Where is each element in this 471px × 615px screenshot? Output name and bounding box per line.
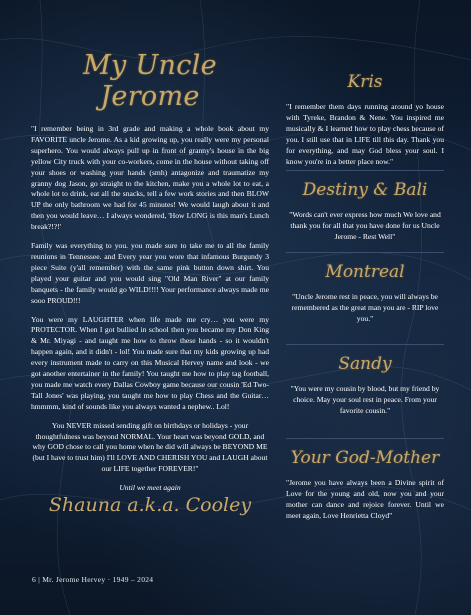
condolence-block (286, 448, 444, 522)
section-divider (286, 344, 444, 345)
tribute-paragraph-2: Family was everything to you. you made sure to take me to all the family reunions in Tennessee. and Every year you wore that infamous Burgundy 3 piece Suite (y'all remember) with the same pink button down shirt. You played your guitar and you would sing "Old Man River" at our family banquets - the family would go WILD!!!! Your performance always made me sooo PROUD!!! (31, 241, 269, 305)
section-divider (286, 170, 444, 171)
section-divider (286, 252, 444, 253)
tribute-paragraph-3: You were my LAUGHTER when life made me cry… you were my PROTECTOR. When I got bullied in school then you became my Don King & Mr. Miyagi - and taught me how to throw these hands - so it wouldn't happen again, and it didn't - lol! You made sure that my kids growing up had every instrument made to carry on this Musical Hervey name and look - we got another entertainer in the family! You taught me how to play tag football, you made me watch every Dallas Cowboy game because our cousin 'Ed Two-Tall Jones' was playing, you taught me how to play Chess and the Guitar… hmmmm, kind of sounds like you always wanted a nephew.. Lol! (31, 314, 269, 411)
condolence-block (286, 72, 444, 167)
section-divider (286, 438, 444, 439)
condolence-message: "Uncle Jerome rest in peace, you will always be remembered as the great man you are - RIP love you." (291, 292, 439, 323)
condolence-author: Kris (347, 72, 383, 92)
closing-line: Until we meet again (119, 483, 181, 493)
condolence-author: Montreal (325, 262, 405, 282)
condolence-message: "You were my cousin by blood, but my friend by choice. May your soul rest in peace. From your favorite cousin." (290, 384, 440, 415)
condolence-message: "I remember them days running around yo house with Tyreke, Brandon & Nene. You inspired me musically & I learned how to play chess because of you. I still use that in LIFE till this day. Thank you for everything, and may God bless your soul. I know you're in a better place now." (286, 102, 444, 166)
condolence-author: Your God-Mother (290, 448, 440, 468)
page-footer: 6 | Mr. Jerome Hervey · 1949 – 2024 (32, 575, 154, 584)
signature: Shauna a.k.a. Cooley (48, 494, 252, 517)
tribute-paragraph-4: You NEVER missed sending gift on birthdays or holidays - your thoughtfulness was beyond NORMAL. Your heart was beyond GOLD, and why GOD chose to call you home when he did will always be BEYOND ME (but I have to trust him) I'll LOVE AND CHERISH YOU and LAUGH about our LIFE together FOREVER!" (32, 420, 268, 474)
condolence-message: "Words can't ever express how much We love and thank you for all that you have done for us Uncle Jerome - Rest Well" (289, 210, 441, 241)
tribute-title: My Uncle Jerome (83, 50, 217, 112)
main-tribute-column (31, 50, 269, 516)
condolence-author: Destiny & Bali (302, 180, 428, 200)
condolence-message: "Jerome you have always been a Divine spirit of Love for the young and old, now you and your mother can dance and rejoice forever. Until we meet again, Love Henrietta Cloyd" (286, 478, 444, 520)
tribute-paragraph-1: "I remember being in 3rd grade and making a whole book about my FAVORITE uncle Jerome. As a kid growing up, you really were my personal superhero. You would always pull up in front of granny's house in the big yellow City truck with your co-workers, come in the house without taking off your shoes or washing your hands (smh) antagonize and traumatize my granny dog Jason, go straight to the kitchen, make you a whole lot to eat, a whole lot to drink, eat all the snacks, tell a few work stories and then BLOW UP the only bathroom we had for 45 minutes! We would laugh about it and then you would leave… I always wondered, 'How LONG is this man's Lunch break?!?!' (31, 124, 269, 232)
condolence-author: Sandy (338, 354, 392, 374)
condolence-block (286, 262, 444, 325)
condolence-block (286, 354, 444, 417)
condolence-block (286, 180, 444, 243)
